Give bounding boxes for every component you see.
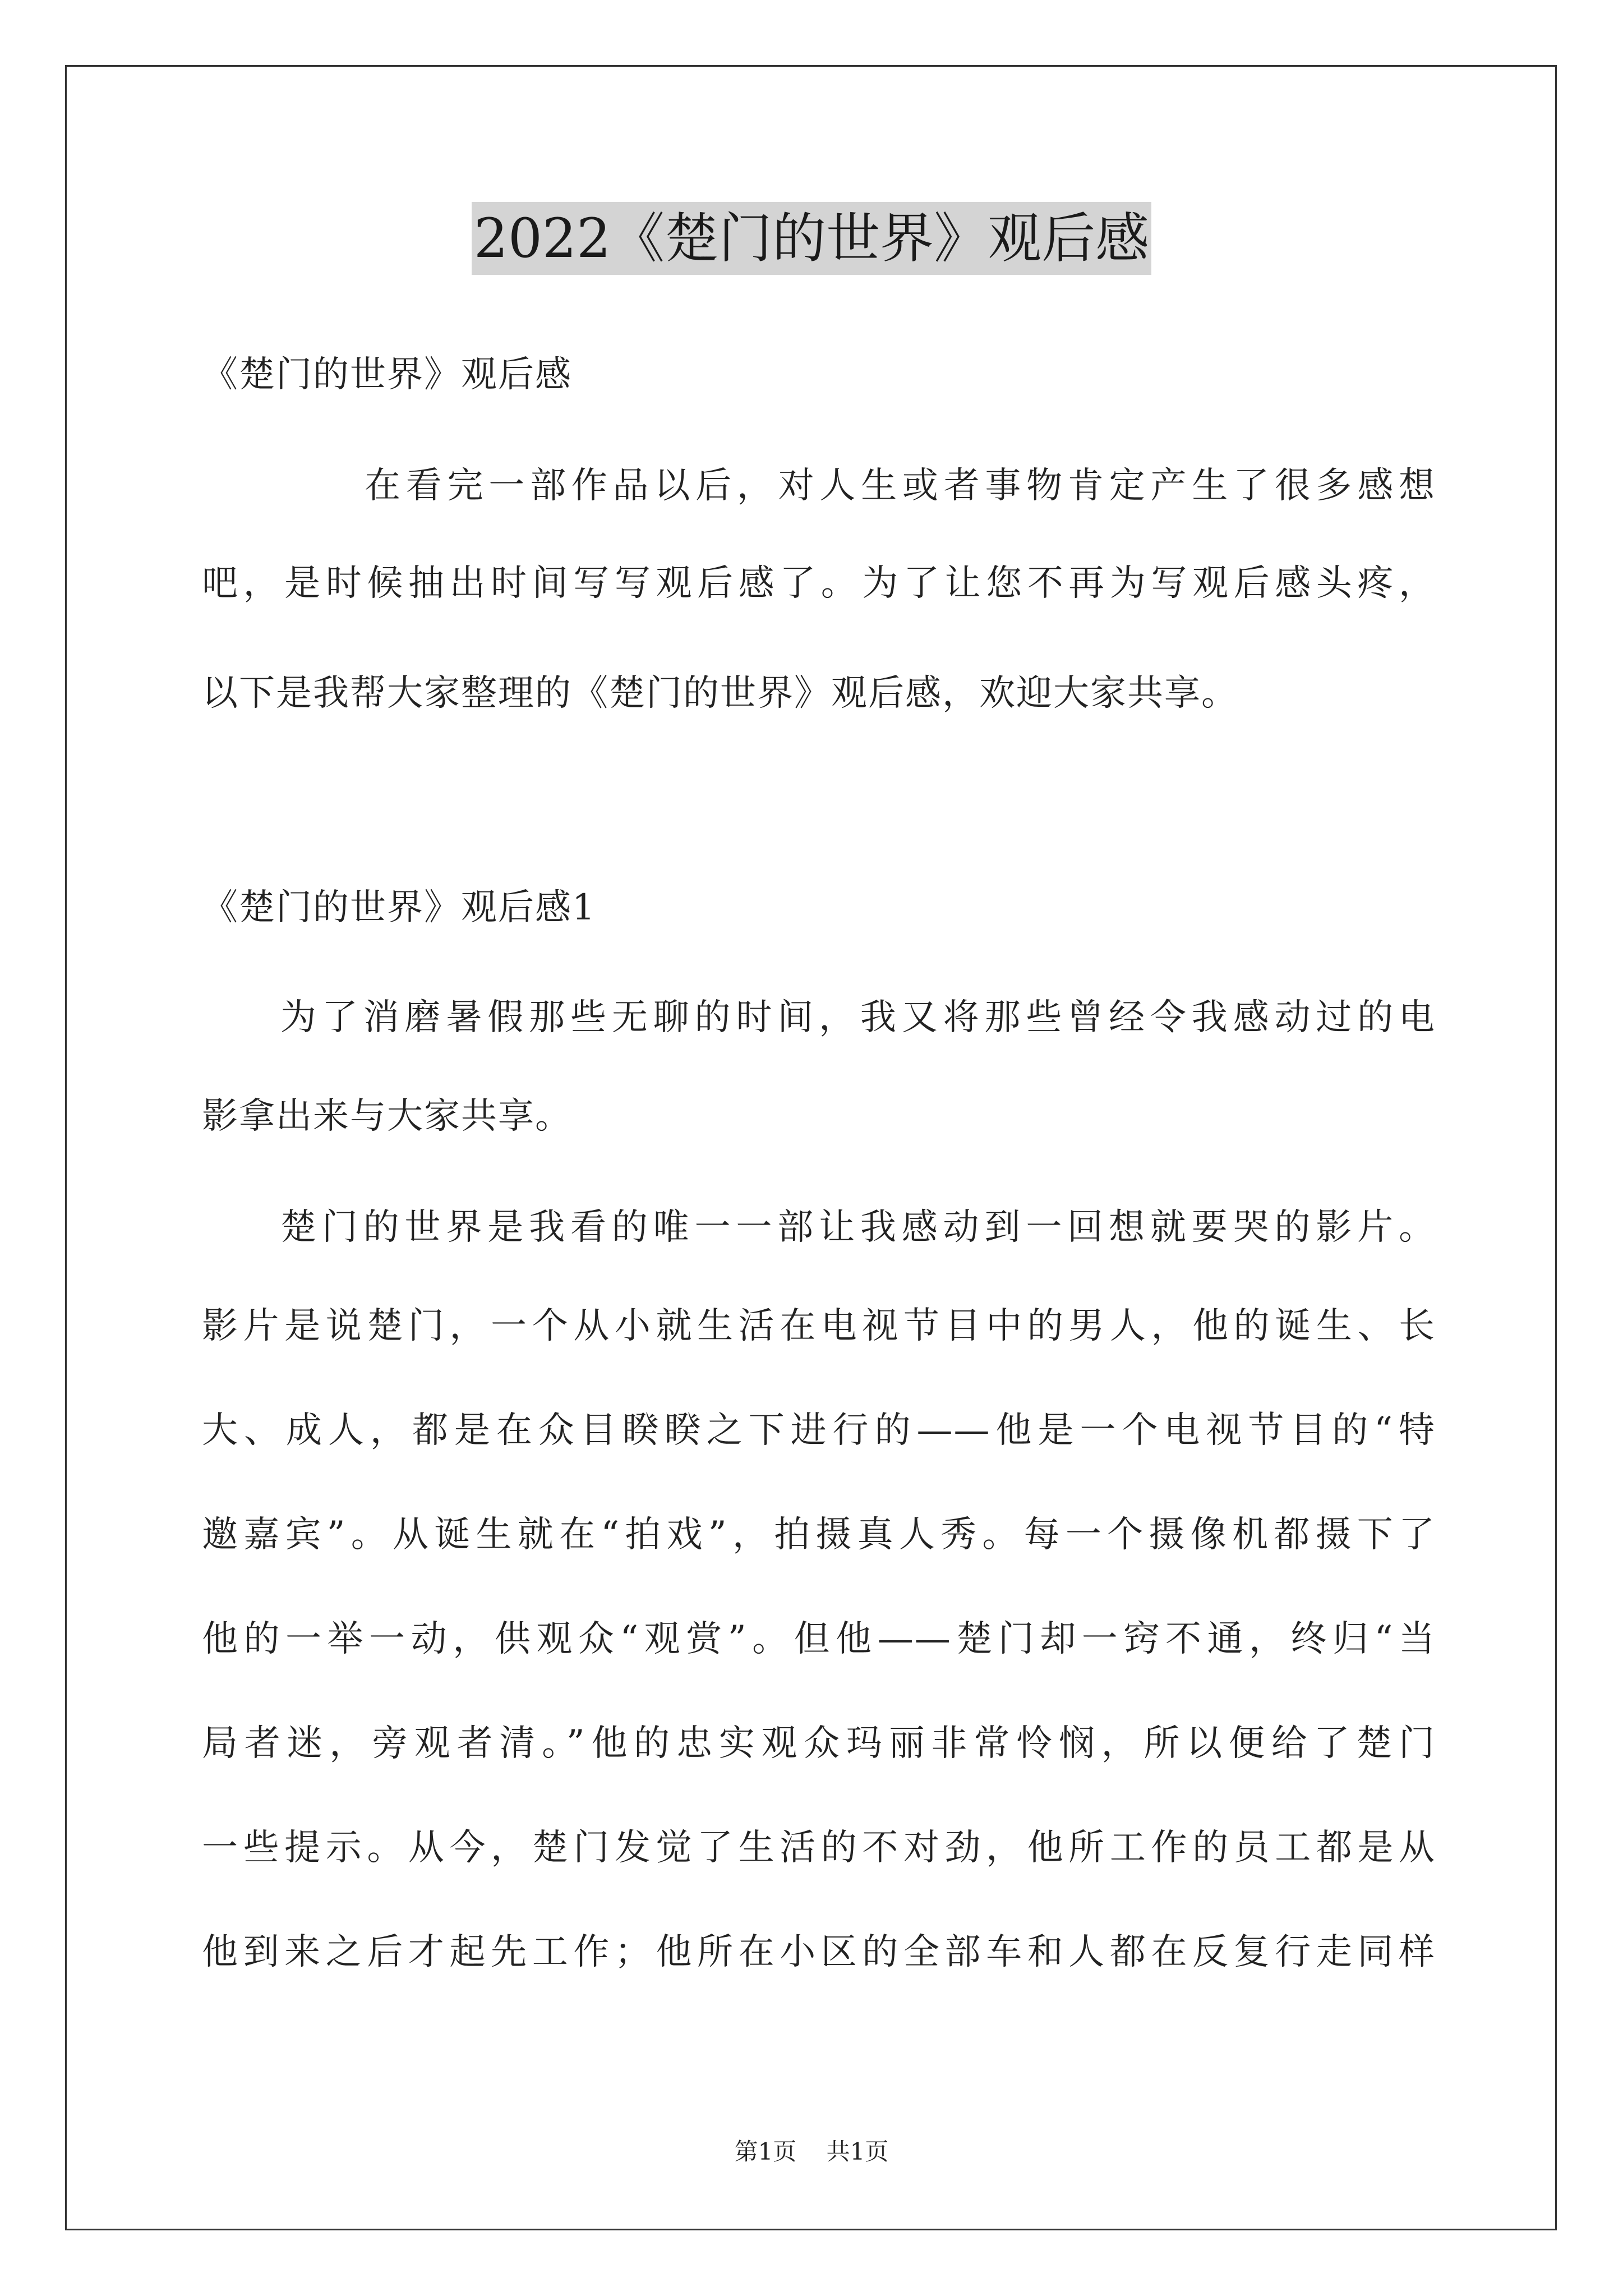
- para2-line-8: 他到来之后才起先工作；他所在小区的全部车和人都在反复行走同样: [202, 1931, 1436, 1973]
- para2-line-4: 邀嘉宾”。从诞生就在“拍戏”，拍摄真人秀。每一个摄像机都摄下了: [202, 1514, 1436, 1556]
- para2-line-3: 大、成人，都是在众目睽睽之下进行的——他是一个电视节目的“特: [202, 1410, 1436, 1451]
- para2-line-2: 影片是说楚门，一个从小就生活在电视节目中的男人，他的诞生、长: [202, 1305, 1436, 1347]
- intro-line-1: 在看完一部作品以后，对人生或者事物肯定产生了很多感想: [365, 465, 1436, 507]
- page-footer: [0, 2136, 1623, 2168]
- title-container: [0, 202, 1623, 275]
- para2-line-5: 他的一举一动，供观众“观赏”。但他——楚门却一窍不通，终归“当: [202, 1618, 1436, 1660]
- page-number-current: 第1页: [734, 2138, 797, 2165]
- para2-line-6: 局者迷，旁观者清。”他的忠实观众玛丽非常怜悯，所以便给了楚门: [202, 1723, 1436, 1764]
- intro-line-3: 以下是我帮大家整理的《楚门的世界》观后感，欢迎大家共享。: [202, 673, 1238, 714]
- para2-line-1: 楚门的世界是我看的唯一一部让我感动到一回想就要哭的影片。: [280, 1207, 1436, 1248]
- section-heading-1: 《楚门的世界》观后感1: [202, 887, 596, 928]
- document-title: 2022《楚门的世界》观后感: [472, 202, 1151, 275]
- para1-line-1: 为了消磨暑假那些无聊的时间，我又将那些曾经令我感动过的电: [280, 997, 1436, 1038]
- page-number-total: 共1页: [826, 2138, 889, 2165]
- para1-line-2: 影拿出来与大家共享。: [202, 1096, 572, 1137]
- intro-line-2: 吧，是时候抽出时间写写观后感了。为了让您不再为写观后感头疼，: [202, 563, 1436, 604]
- document-subtitle: 《楚门的世界》观后感: [202, 354, 572, 395]
- para2-line-7: 一些提示。从今，楚门发觉了生活的不对劲，他所工作的员工都是从: [202, 1827, 1436, 1869]
